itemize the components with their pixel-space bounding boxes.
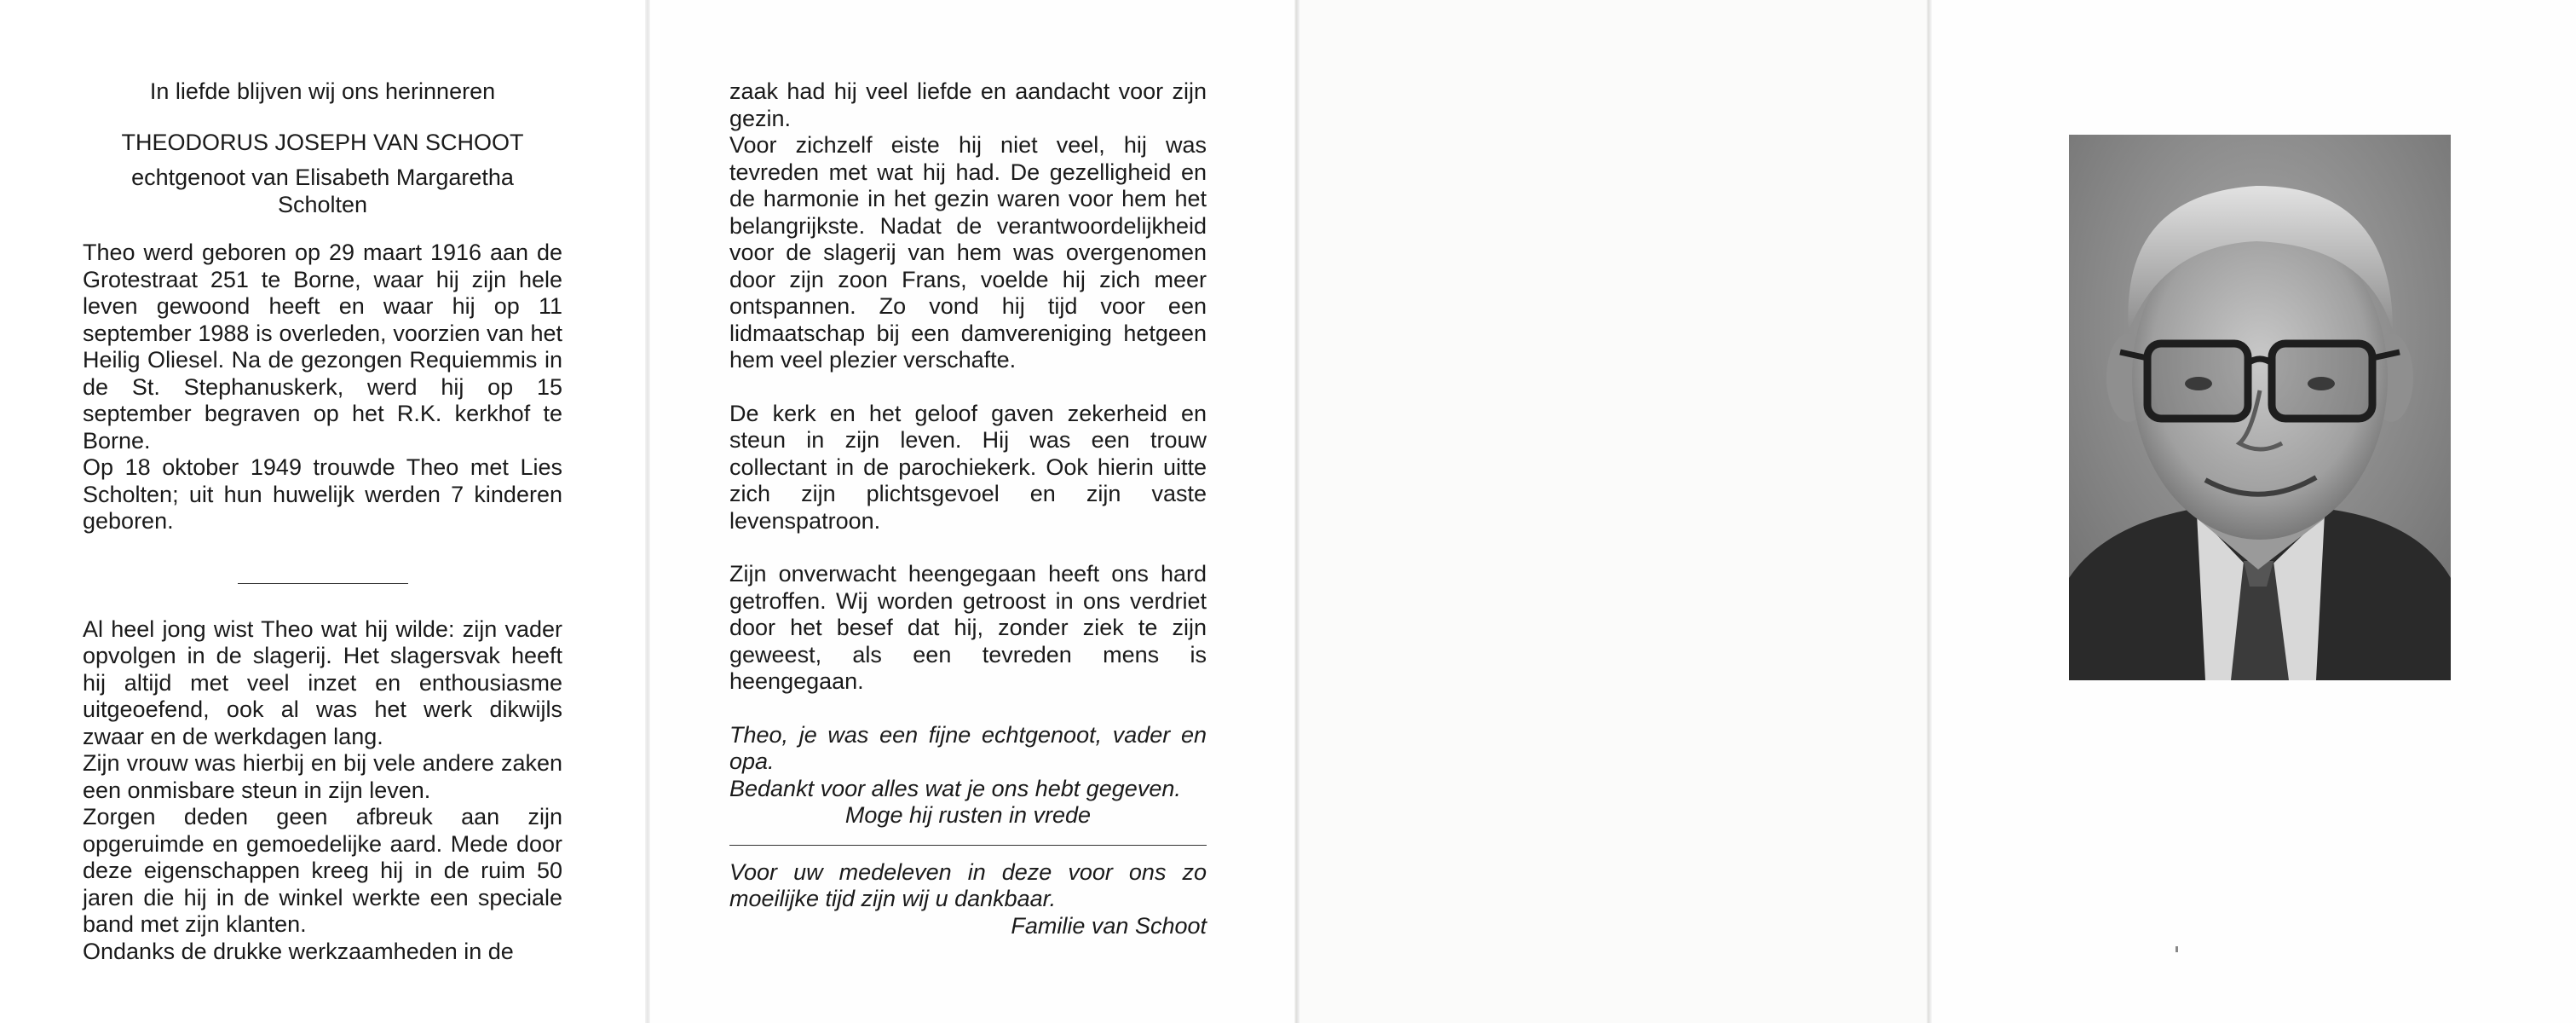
- biography-paragraph: Op 18 oktober 1949 trouwde Theo met Lies Scholten; uit hun huwelijk werden 7 kinderen geboren.: [83, 454, 562, 534]
- farewell-quote-text: Bedankt voor alles wat je ons hebt gegeven.: [729, 775, 1181, 801]
- intro-line: In liefde blijven wij ons herinneren: [149, 78, 496, 104]
- portrait-illustration: [2069, 135, 2451, 680]
- fold-line: [645, 0, 650, 1023]
- thanks-message: Voor uw medeleven in deze voor ons zo moeilijke tijd zijn wij u dankbaar.: [729, 858, 1207, 911]
- fold-line: [1294, 0, 1300, 1023]
- biography-paragraph: zaak had hij veel liefde en aandacht voor zijn gezin.: [729, 78, 1207, 131]
- biography-paragraph: Voor zichzelf eiste hij niet veel, hij was tevreden met wat hij had. De gezelligheid en de harmonie in het gezin waren voor hem het belangrijkste. Nadat de verantwoordelijkheid voor de slagerij van hem was overgenomen door zijn zoon Frans, voelde hij zich meer ontspannen. Zo vond hij tijd voor een lidmaatschap bij een damvereniging hetgeen hem veel plezier verschafte.: [729, 132, 1207, 373]
- paper-speck: [2175, 946, 2178, 952]
- right-page-text: [729, 78, 1207, 939]
- biography-paragraph: Theo werd geboren op 29 maart 1916 aan de Grotestraat 251 te Borne, waar hij zijn hele leven gewoond heeft en waar hij op 11 september 1988 is overleden, voorzien van het Heilig Oliesel. Na de gezongen Requiemmis in de St. Stephanuskerk, werd hij op 15 september begraven op het R.K. kerkhof te Borne.: [83, 240, 562, 454]
- biography-paragraph: De kerk en het geloof gaven zekerheid en steun in zijn leven. Hij was een trouw collectant in de parochiekerk. Ook hierin uitte zich zijn plichtsgevoel en zijn vaste levenspatroon.: [729, 400, 1207, 534]
- biography-paragraph: Zorgen deden geen afbreuk aan zijn opgeruimde en gemoedelijke aard. Mede door deze eigenschappen kreeg hij in de ruim 50 jaren die hij in de winkel werkte een speciale band met zijn klanten.: [83, 804, 562, 937]
- deceased-name: THEODORUS JOSEPH VAN SCHOOT: [121, 129, 524, 155]
- prayer-text: Moge hij rusten in vrede: [844, 802, 1092, 828]
- farewell-quote-text: Theo, je was een fijne echtgenoot, vader en opa.: [729, 721, 1207, 774]
- signature-line: [729, 913, 1207, 940]
- spouse-line-1: echtgenoot van Elisabeth Margaretha: [131, 165, 514, 190]
- biography-paragraph: Zijn onverwacht heengegaan heeft ons hard getroffen. Wij worden getroost in ons verdriet door het besef dat hij, zonder ziek te zijn geweest, als een tevreden mens is heengegaan.: [729, 561, 1207, 694]
- back-cover-page: [1297, 0, 1928, 1023]
- farewell-quote: [729, 722, 1207, 776]
- fold-line: [1927, 0, 1932, 1023]
- biography-paragraph: Ondanks de drukke werkzaamheden in de: [83, 938, 514, 964]
- prayer-line: [729, 802, 1207, 829]
- family-signature: Familie van Schoot: [1011, 912, 1207, 939]
- portrait-photo: [2069, 135, 2451, 680]
- farewell-quote: [729, 776, 1207, 803]
- left-page-text: [83, 78, 562, 965]
- spouse-line-2: Scholten: [277, 191, 368, 217]
- thanks-text: [729, 859, 1207, 913]
- biography-paragraph: Zijn vrouw was hierbij en bij vele andere zaken een onmisbare steun in zijn leven.: [83, 750, 562, 803]
- biography-paragraph: Al heel jong wist Theo wat hij wilde: zijn vader opvolgen in de slagerij. Het slagersvak heeft hij altijd met veel inzet en enthousiasme uitgeoefend, ook al was het werk dikwijls zwaar en de werkdagen lang.: [83, 616, 562, 749]
